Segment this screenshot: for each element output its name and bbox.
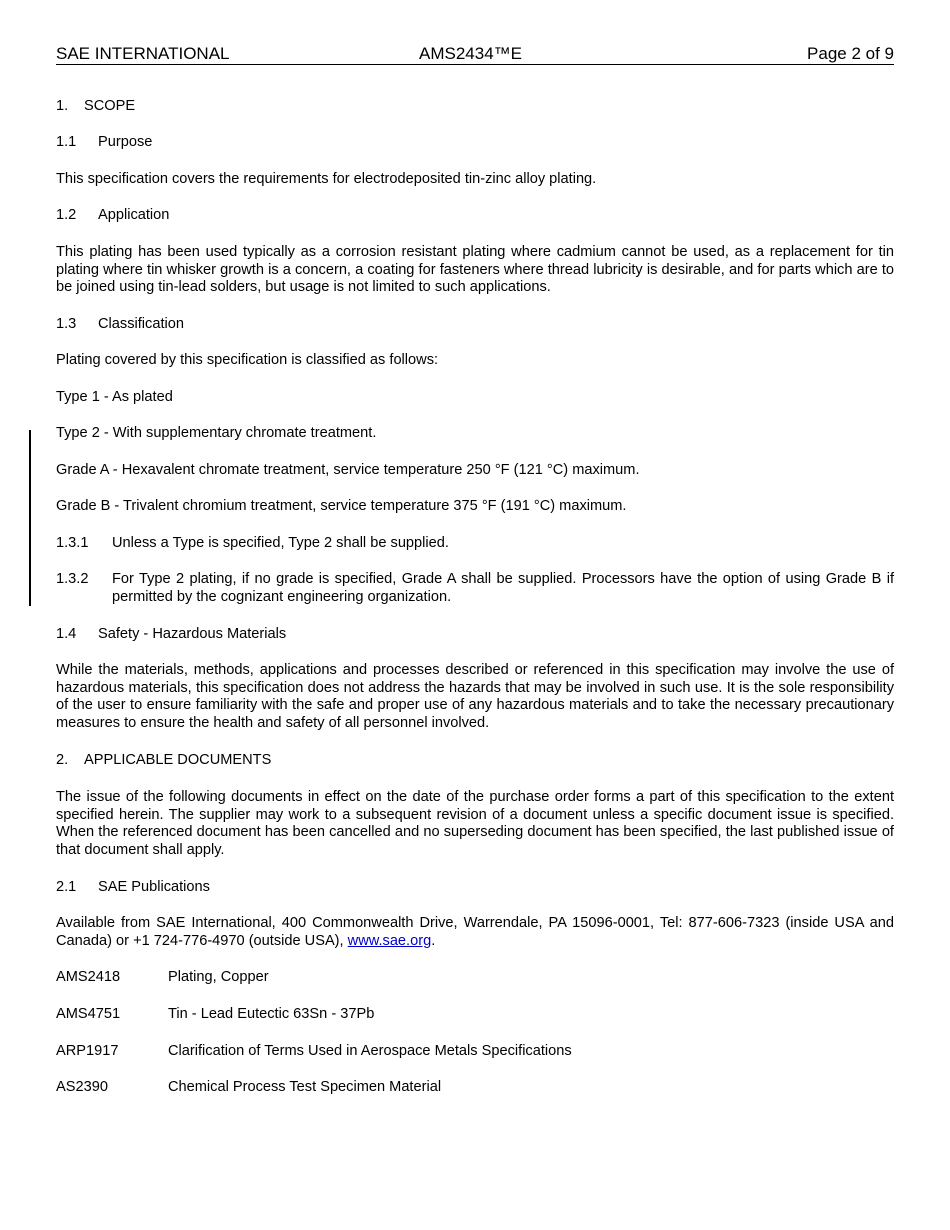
grade-b-line: Grade B - Trivalent chromium treatment, service temperature 375 °F (191 °C) maximum. <box>56 498 627 514</box>
classification-intro: Plating covered by this specification is classified as follows: <box>56 352 439 368</box>
header-page-number: Page 2 of 9 <box>807 44 894 63</box>
section-title: APPLICABLE DOCUMENTS <box>84 752 272 768</box>
section-number: 1.1 <box>56 134 77 150</box>
section-1-1-body: This specification covers the requirements for electrodeposited tin-zinc alloy plating. <box>56 171 597 187</box>
reference-code: AS2390 <box>56 1079 108 1095</box>
header-doc-number: AMS2434™E <box>419 44 522 63</box>
sae-website-link[interactable]: www.sae.org <box>347 932 432 949</box>
section-title: SCOPE <box>84 98 136 114</box>
reference-title: Chemical Process Test Specimen Material <box>168 1079 442 1095</box>
reference-code: ARP1917 <box>56 1043 119 1059</box>
section-number: 1.2 <box>56 207 77 223</box>
section-number: 2. <box>56 752 69 768</box>
section-number: 2.1 <box>56 879 77 895</box>
section-1-3-2-number: 1.3.2 <box>56 571 89 587</box>
reference-title: Tin - Lead Eutectic 63Sn - 37Pb <box>168 1006 375 1022</box>
section-2-1-heading <box>56 879 210 897</box>
section-title: Purpose <box>98 134 153 150</box>
reference-code: AMS2418 <box>56 969 121 985</box>
section-1-2-body: This plating has been used typically as a corrosion resistant plating where cadmium cannot be used, as a replacement for tin plating where tin whisker growth is a concern, a coating for fasteners where thread lubricity is desirable, and for parts which are to be joined using tin-lead solders, but usage is not limited to such applications. <box>56 244 894 295</box>
type-2-line: Type 2 - With supplementary chromate treatment. <box>56 425 377 441</box>
section-2-body: The issue of the following documents in effect on the date of the purchase order forms a part of this specification to the extent specified herein. The supplier may work to a subsequent revision of a document unless a specific document issue is specified. When the referenced document has been cancelled and no superseding document has been specified, the last published issue of that document shall apply. <box>56 789 894 858</box>
section-2-heading <box>56 752 271 770</box>
section-1-2-heading <box>56 207 169 225</box>
section-number: 1. <box>56 98 69 114</box>
type-1-line: Type 1 - As plated <box>56 389 173 405</box>
grade-a-line: Grade A - Hexavalent chromate treatment, service temperature 250 °F (121 °C) maximum. <box>56 462 640 478</box>
section-1-1-heading <box>56 134 152 152</box>
header-org: SAE INTERNATIONAL <box>56 44 230 63</box>
section-1-3-1-number: 1.3.1 <box>56 535 89 551</box>
section-1-4-heading <box>56 626 286 644</box>
section-number: 1.3 <box>56 316 77 332</box>
section-title: Application <box>98 207 170 223</box>
revision-change-bar <box>29 430 31 606</box>
section-1-4-body: While the materials, methods, applications and processes described or referenced in this specification may involve the use of hazardous materials, this specification does not address the hazards that may be involved in such use. It is the sole responsibility of the user to ensure familiarity with the safe and proper use of any hazardous materials and to take the necessary precautionary measures to ensure the health and safety of all personnel involved. <box>56 662 894 731</box>
section-1-3-2-body: For Type 2 plating, if no grade is specified, Grade A shall be supplied. Processors have the option of using Grade B if permitted by the cognizant engineering organization. <box>112 571 894 605</box>
sae-availability-period: . <box>431 932 436 949</box>
section-2-1-body <box>56 915 894 950</box>
section-title: Classification <box>98 316 184 332</box>
section-1-3-heading <box>56 316 184 334</box>
section-1-3-1-body: Unless a Type is specified, Type 2 shall be supplied. <box>112 535 449 551</box>
reference-title: Plating, Copper <box>168 969 269 985</box>
sae-availability-text: Available from SAE International, 400 Commonwealth Drive, Warrendale, PA 15096-0001, Tel: 877-606-7323 (inside USA and Canada) or +1 724-776-4970 (outside USA), <box>56 915 894 949</box>
reference-code: AMS4751 <box>56 1006 121 1022</box>
section-number: 1.4 <box>56 626 77 642</box>
section-1-heading <box>56 98 135 116</box>
section-title: SAE Publications <box>98 879 210 895</box>
page-header <box>56 44 894 65</box>
section-title: Safety - Hazardous Materials <box>98 626 287 642</box>
reference-title: Clarification of Terms Used in Aerospace Metals Specifications <box>168 1043 572 1059</box>
